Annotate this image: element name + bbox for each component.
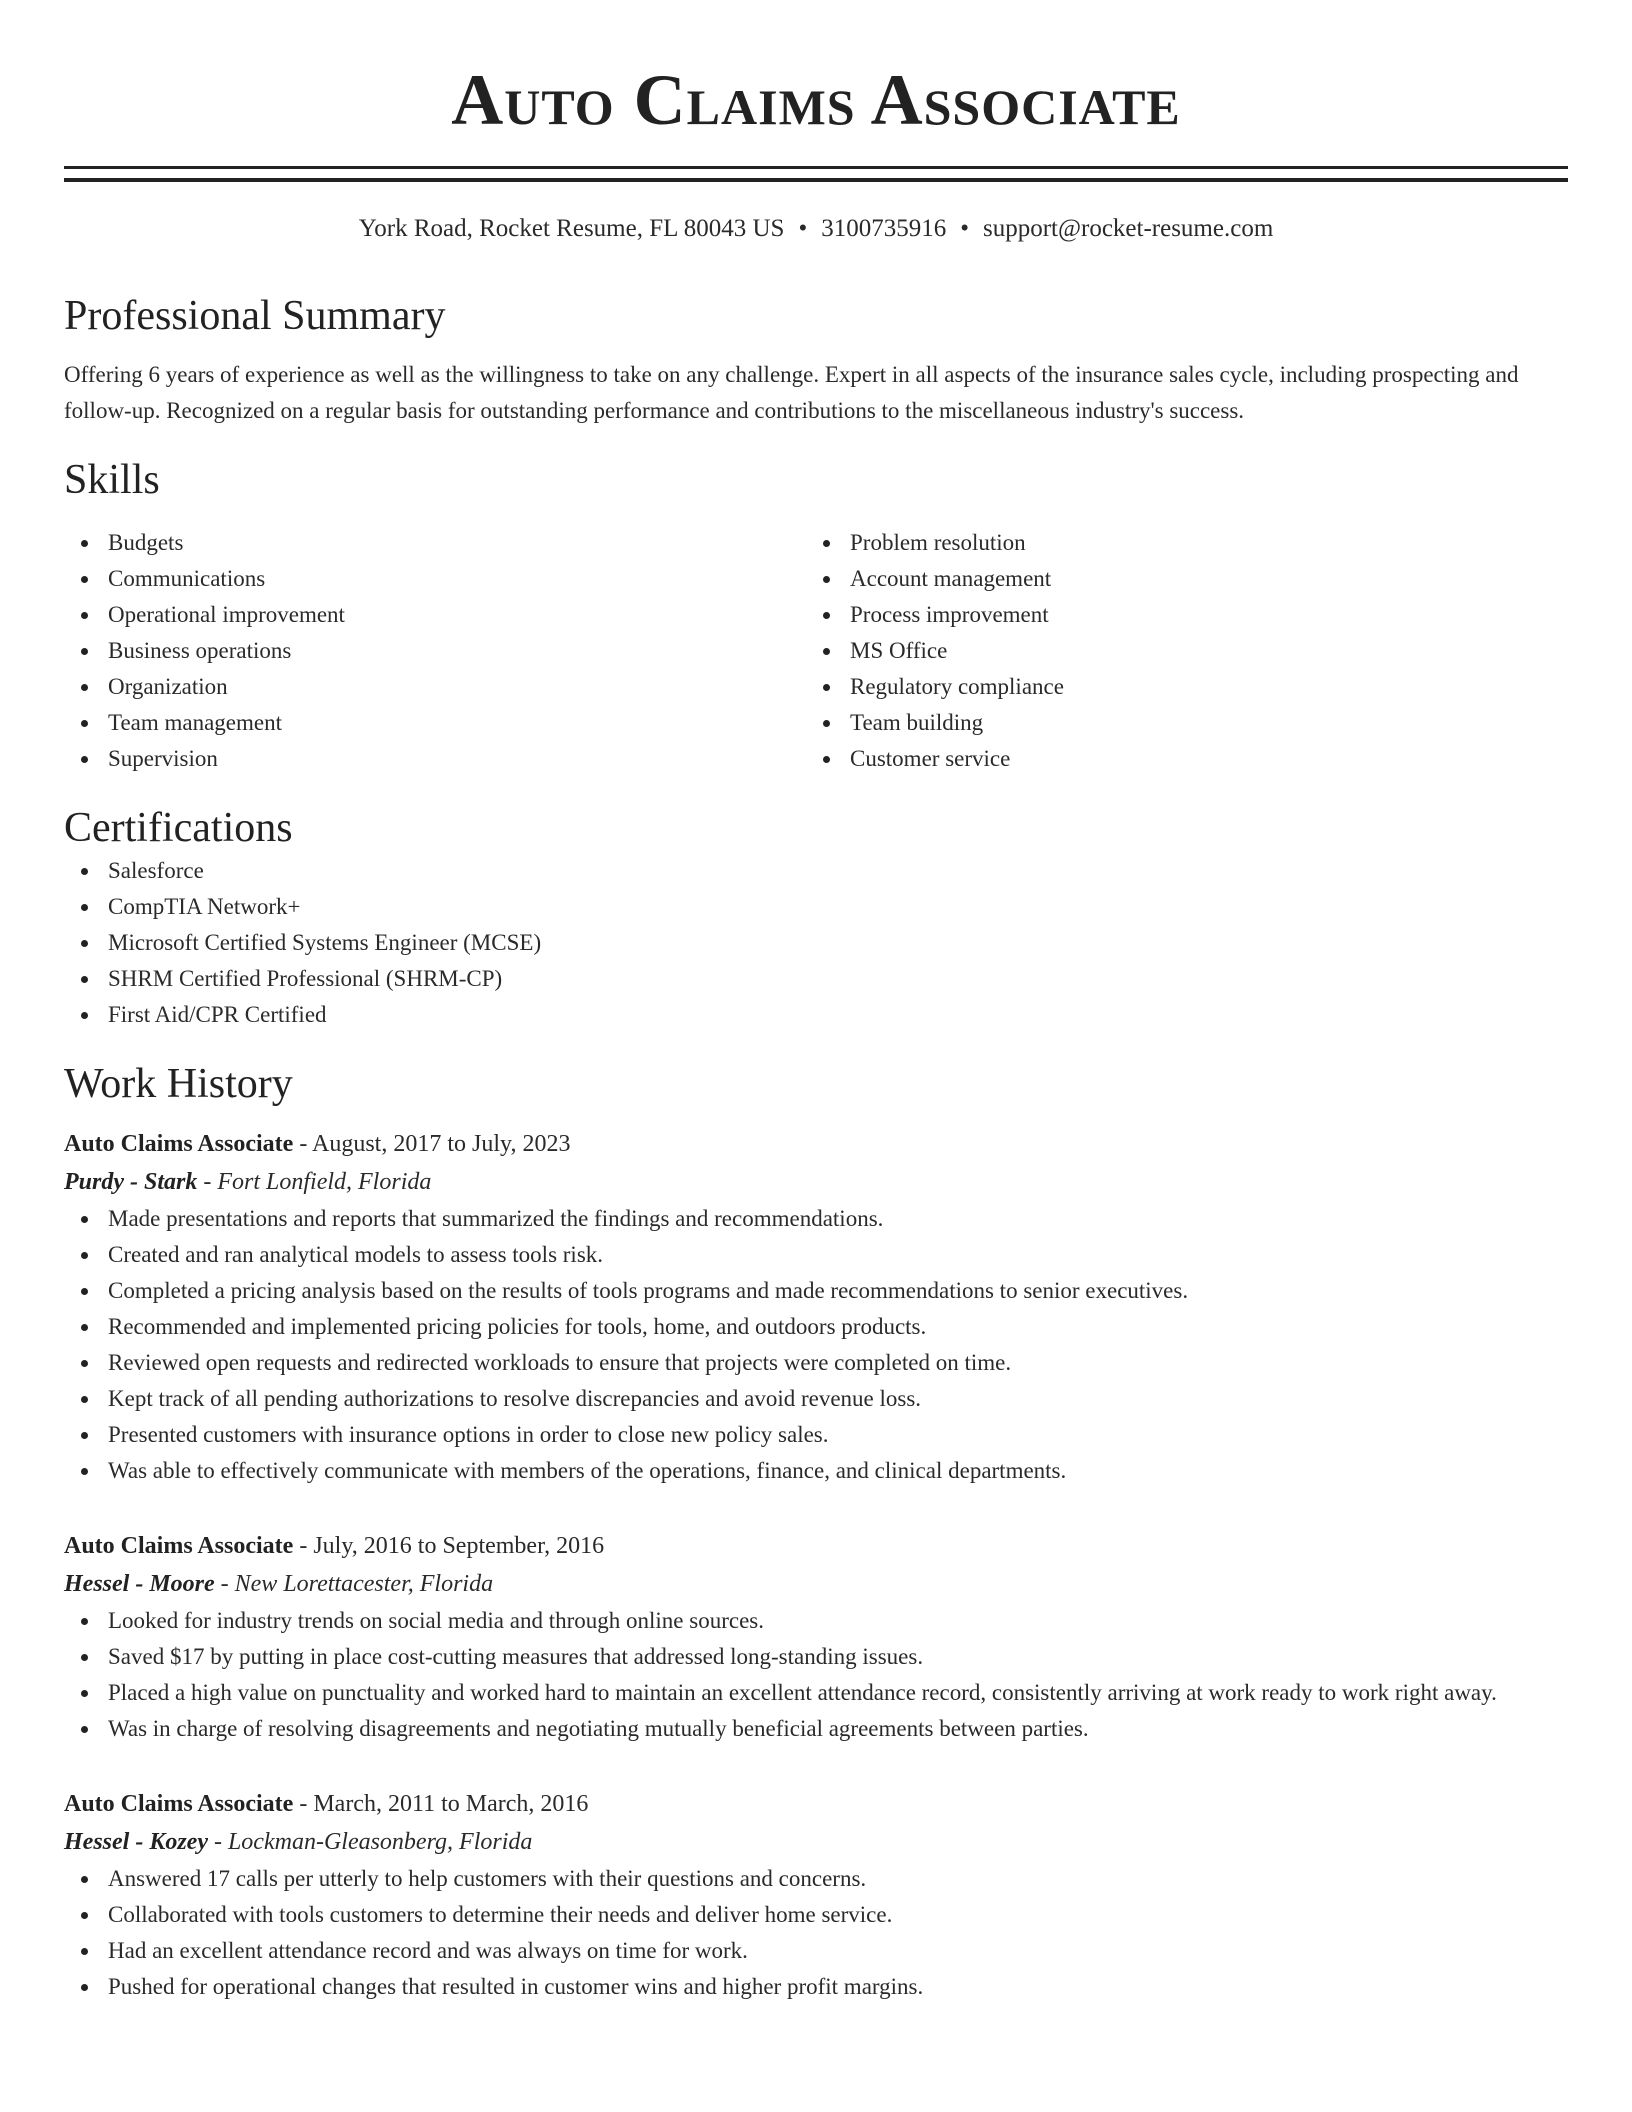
job-title-line <box>64 1527 1568 1565</box>
job-duty: Had an excellent attendance record and was always on time for work. <box>64 1933 1568 1969</box>
job-entry <box>64 1785 1568 2005</box>
job-company-line <box>64 1565 1568 1603</box>
certification-item: SHRM Certified Professional (SHRM-CP) <box>64 961 1568 997</box>
summary-text: Offering 6 years of experience as well as the willingness to take on any challenge. Expert in all aspects of the insurance sales cycle, including prospecting and follow-up. Recognized on a regular basis for outstanding performance and contributions to the miscellaneous industry's success. <box>64 362 1519 423</box>
skills-list-right <box>806 525 1548 777</box>
skill-item: Team building <box>806 705 1548 741</box>
job-duty: Placed a high value on punctuality and worked hard to maintain an excellent attendance record, consistently arriving at work ready to work right away. <box>64 1675 1568 1711</box>
job-company-line <box>64 1163 1568 1201</box>
job-duty: Made presentations and reports that summarized the findings and recommendations. <box>64 1201 1568 1237</box>
job-duty: Was able to effectively communicate with members of the operations, finance, and clinical departments. <box>64 1453 1568 1489</box>
contact-separator: • <box>798 215 808 242</box>
job-duties-list <box>64 1861 1568 2005</box>
job-company: Hessel - Moore <box>64 1571 215 1597</box>
job-company-line <box>64 1823 1568 1861</box>
skill-item: Process improvement <box>806 597 1548 633</box>
certifications-heading: Certifications <box>64 805 293 851</box>
job-company: Purdy - Stark <box>64 1169 198 1195</box>
job-location: - Fort Lonfield, Florida <box>197 1169 432 1195</box>
summary-heading: Professional Summary <box>64 293 446 339</box>
certification-item: Microsoft Certified Systems Engineer (MCSE) <box>64 925 1568 961</box>
skill-item: Team management <box>64 705 806 741</box>
skill-item: Organization <box>64 669 806 705</box>
contact-email: support@rocket-resume.com <box>982 215 1274 242</box>
job-duty: Kept track of all pending authorizations to resolve discrepancies and avoid revenue loss. <box>64 1381 1568 1417</box>
skills-column-right <box>806 525 1548 777</box>
job-dates: - March, 2011 to March, 2016 <box>293 1791 589 1817</box>
skills-list-left <box>64 525 806 777</box>
job-location: - New Lorettacester, Florida <box>214 1571 494 1597</box>
job-duty: Collaborated with tools customers to determine their needs and deliver home service. <box>64 1897 1568 1933</box>
job-duties-list <box>64 1201 1568 1489</box>
certifications-list <box>64 853 1568 1033</box>
job-title-line <box>64 1125 1568 1163</box>
job-duty: Reviewed open requests and redirected workloads to ensure that projects were completed on time. <box>64 1345 1568 1381</box>
job-role: Auto Claims Associate <box>64 1791 294 1817</box>
job-duty: Completed a pricing analysis based on the results of tools programs and made recommendations to senior executives. <box>64 1273 1568 1309</box>
skill-item: Operational improvement <box>64 597 806 633</box>
skill-item: Problem resolution <box>806 525 1548 561</box>
contact-phone: 3100735916 <box>821 215 947 242</box>
job-dates: - August, 2017 to July, 2023 <box>293 1131 571 1157</box>
skill-item: Supervision <box>64 741 806 777</box>
skill-item: MS Office <box>806 633 1548 669</box>
skills-column-left <box>64 525 806 777</box>
skill-item: Regulatory compliance <box>806 669 1548 705</box>
contact-line <box>64 213 1568 245</box>
job-duty: Pushed for operational changes that resulted in customer wins and higher profit margins. <box>64 1969 1568 2005</box>
job-company: Hessel - Kozey <box>64 1829 208 1855</box>
header-divider <box>64 166 1568 182</box>
skill-item: Communications <box>64 561 806 597</box>
job-duties-list <box>64 1603 1568 1747</box>
job-duty: Recommended and implemented pricing policies for tools, home, and outdoors products. <box>64 1309 1568 1345</box>
skill-item: Account management <box>806 561 1548 597</box>
certification-item: First Aid/CPR Certified <box>64 997 1568 1033</box>
skill-item: Customer service <box>806 741 1548 777</box>
job-title-line <box>64 1785 1568 1823</box>
skill-item: Budgets <box>64 525 806 561</box>
skills-grid <box>64 525 1568 777</box>
certification-item: CompTIA Network+ <box>64 889 1568 925</box>
contact-separator: • <box>960 215 969 242</box>
contact-address: York Road, Rocket Resume, FL 80043 US <box>358 215 785 242</box>
job-duty: Answered 17 calls per utterly to help customers with their questions and concerns. <box>64 1861 1568 1897</box>
skill-item: Business operations <box>64 633 806 669</box>
job-duty: Looked for industry trends on social media and through online sources. <box>64 1603 1568 1639</box>
job-entry <box>64 1527 1568 1747</box>
work-history-heading: Work History <box>64 1061 293 1107</box>
skills-heading: Skills <box>64 457 160 503</box>
job-duty: Presented customers with insurance options in order to close new policy sales. <box>64 1417 1568 1453</box>
job-entry <box>64 1125 1568 1489</box>
job-role: Auto Claims Associate <box>64 1131 294 1157</box>
candidate-name: Auto Claims Associate <box>451 60 1181 140</box>
job-role: Auto Claims Associate <box>64 1533 294 1559</box>
job-duty: Was in charge of resolving disagreements and negotiating mutually beneficial agreements between parties. <box>64 1711 1568 1747</box>
job-location: - Lockman-Gleasonberg, Florida <box>207 1829 533 1855</box>
job-duty: Created and ran analytical models to assess tools risk. <box>64 1237 1568 1273</box>
job-dates: - July, 2016 to September, 2016 <box>293 1533 605 1559</box>
job-duty: Saved $17 by putting in place cost-cutting measures that addressed long-standing issues. <box>64 1639 1568 1675</box>
certification-item: Salesforce <box>64 853 1568 889</box>
